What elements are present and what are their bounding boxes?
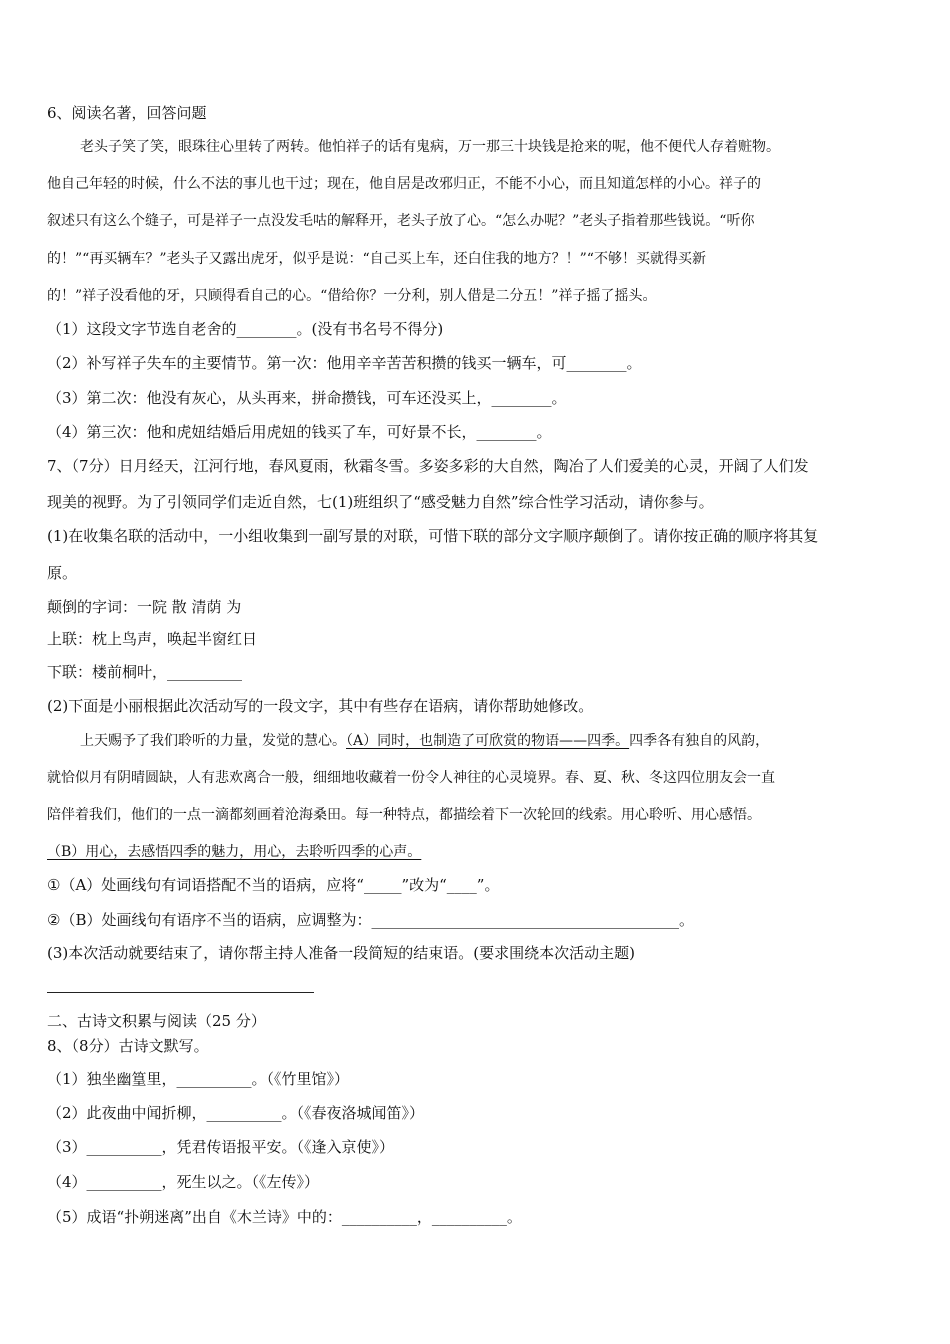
- q8-item-5: （5）成语“扑朔迷离”出自《木兰诗》中的：__________，__________。: [47, 1208, 522, 1226]
- q8-item-1: （1）独坐幽篁里，__________。（《竹里馆》）: [47, 1070, 350, 1088]
- q7-lower-couplet: 下联：楼前桐叶，__________: [47, 663, 243, 681]
- q7-passage-line: 就恰似月有阴晴圆缺，人有悲欢离合一般，细细地收藏着一份令人神往的心灵境界。春、夏、秋、冬这四位朋友会一直: [47, 770, 775, 786]
- q7-sub-question-1: ①（A）处画线句有词语搭配不当的语病，应将“_____”改为“____”。: [47, 876, 500, 894]
- section-2-title: 二、古诗文积累与阅读（25 分）: [47, 1012, 266, 1030]
- q6-passage-line: 他自己年轻的时候，什么不法的事儿也干过；现在，他自居是改邪归正，不能不小心，而且知道怎样的小心。祥子的: [47, 176, 761, 192]
- q8-item-2: （2）此夜曲中闻折柳，__________。（《春夜洛城闻笛》）: [47, 1104, 425, 1122]
- q8-item-4: （4）__________，死生以之。（《左传》）: [47, 1173, 320, 1191]
- q6-heading: 6、阅读名著，回答问题: [47, 104, 207, 122]
- q7-underlined-sentence-b: （B）用心，去感悟四季的魅力，用心，去聆听四季的心声。: [47, 844, 422, 860]
- q7-sub-question-2: ②（B）处画线句有语序不当的语病，应调整为：_________________________________________。: [47, 911, 694, 929]
- q7-upper-couplet: 上联：枕上鸟声，唤起半窗红日: [47, 630, 258, 648]
- q7-passage-text: 四季各有独自的风韵，: [629, 733, 770, 749]
- answer-line: [47, 992, 314, 993]
- q7-part1-line: (1)在收集名联的活动中，一小组收集到一副写景的对联，可惜下联的部分文字顺序颠倒了。请你按正确的顺序将其复: [47, 527, 819, 545]
- q7-passage-line: [80, 731, 907, 751]
- q6-item-4: （4）第三次：他和虎妞结婚后用虎妞的钱买了车，可好景不长，________。: [47, 423, 552, 441]
- q6-passage-line: 的！”“再买辆车？”老头子又露出虎牙，似乎是说：“自己买上车，还白住我的地方？！”“不够！买就得买新: [47, 251, 706, 267]
- q7-underlined-sentence-a: （A）同时，也制造了可欣赏的物语——四季。: [346, 733, 630, 749]
- q6-item-3: （3）第二次：他没有灰心，从头再来，拼命攒钱，可车还没买上，________。: [47, 389, 567, 407]
- q7-intro-line: 现美的视野。为了引领同学们走近自然，七(1)班组织了“感受魅力自然”综合性学习活动，请你参与。: [47, 493, 714, 511]
- q6-passage-line: 叙述只有这么个缝子，可是祥子一点没发毛咕的解释开，老头子放了心。“怎么办呢？”老头子指着那些钱说。“听你: [47, 213, 755, 229]
- q7-reversed-words: 颠倒的字词：一院 散 清荫 为: [47, 598, 242, 616]
- q6-passage-line: 的！”祥子没看他的牙，只顾得看自己的心。“借给你？一分利，别人借是二分五！”祥子摇了摇头。: [47, 288, 657, 304]
- q7-part2: (2)下面是小丽根据此次活动写的一段文字，其中有些存在语病，请你帮助她修改。: [47, 697, 594, 715]
- q7-intro-line: 7、（7分）日月经天，江河行地，春风夏雨，秋霜冬雪。多姿多彩的大自然，陶冶了人们爱美的心灵，开阔了人们发: [47, 457, 809, 475]
- q7-passage-line: [47, 842, 907, 862]
- q8-heading: 8、（8分）古诗文默写。: [47, 1037, 209, 1055]
- q8-item-3: （3）__________，凭君传语报平安。（《逢入京使》）: [47, 1138, 395, 1156]
- q6-item-2: （2）补写祥子失车的主要情节。第一次：他用辛辛苦苦积攒的钱买一辆车，可________。: [47, 354, 642, 372]
- q7-part1-line: 原。: [47, 564, 78, 582]
- q6-item-1: （1）这段文字节选自老舍的________。(没有书名号不得分): [47, 320, 444, 338]
- q6-passage-line: 老头子笑了笑，眼珠往心里转了两转。他怕祥子的话有鬼病，万一那三十块钱是抢来的呢，他不便代人存着赃物。: [80, 139, 780, 155]
- q7-passage-text: 上天赐予了我们聆听的力量，发觉的慧心。: [80, 733, 346, 749]
- q7-passage-line: 陪伴着我们，他们的一点一滴都刻画着沧海桑田。每一种特点，都描绘着下一次轮回的线索。用心聆听、用心感悟。: [47, 807, 761, 823]
- q7-part3: (3)本次活动就要结束了，请你帮主持人准备一段简短的结束语。(要求围绕本次活动主题): [47, 944, 635, 962]
